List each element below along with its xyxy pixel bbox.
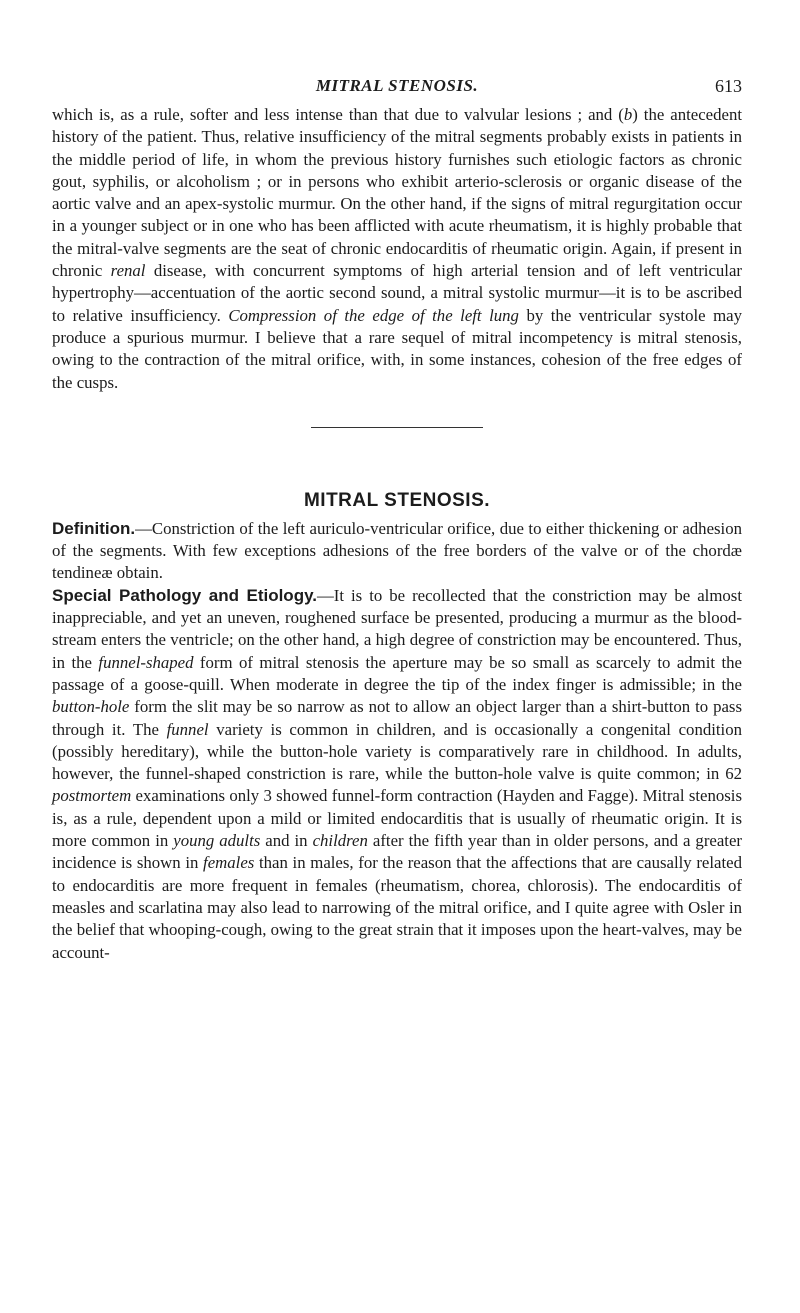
definition-label: Definition. [52, 518, 136, 538]
italic-text: young adults [173, 831, 261, 851]
page-header [52, 70, 742, 104]
paragraph-text: —Constriction of the left auriculo-ventricular orifice, due to either thickening or adhesion of the segments. With few exceptions adhesions of the free borders of the valve or of the chordæ tendineæ obtain. [52, 518, 742, 583]
italic-text: button-hole [52, 697, 130, 717]
italic-text: b [623, 105, 633, 124]
page-number: 613 [715, 76, 742, 96]
paragraph-continuation [52, 104, 742, 394]
italic-text: renal [110, 261, 146, 281]
pathology-label: Special Pathology and Etiology. [52, 585, 317, 605]
paragraph-text: disease, with concurrent symptoms of high arterial tension and of left ventricular hypertrophy—accentuation of the aortic second sound, a mitral systolic murmur—it is to be ascribed to relative insufficiency. [52, 261, 742, 325]
paragraph-text: and in [260, 831, 313, 851]
italic-text: funnel-shaped [98, 652, 194, 672]
paragraph-text: by the ventricular systole may produce a spurious murmur. I believe that a rare sequel of mitral incompetency is mitral stenosis, owing to the contraction of the mitral orifice, with, in some instances, cohesion of the free edges of the cusps. [52, 305, 742, 392]
paragraph-text: form of mitral stenosis the aperture may be so small as scarcely to admit the passage of a goose-quill. When moderate in degree the tip of the index finger is admissible; in the [52, 652, 742, 694]
paragraph-text: after the fifth year than in older persons, and a greater incidence is shown in [52, 831, 742, 873]
italic-text: children [312, 831, 368, 851]
paragraph-text: ) the antecedent history of the patient. Thus, relative insufficiency of the mitral segments probably exists in patients in the middle period of life, in whom the previous history furnishes such etiologic factors as chronic gout, syphilis, or alcoholism ; or in persons who exhibit arterio-sclerosis or organic disease of the aortic valve and an apex-systolic murmur. On the other hand, if the signs of mitral regurgitation occur in a younger subject or in one who has been afflicted with acute rheumatism, it is highly probable that the mitral-valve segments are the seat of chronic endocarditis of rheumatic origin. Again, if present in chronic [52, 105, 742, 281]
section-heading: MITRAL STENOSIS. [303, 489, 491, 511]
body-text [52, 104, 742, 964]
paragraph-text: form the slit may be so narrow as not to allow an object larger than a shirt-button to pass through it. The [52, 697, 742, 739]
italic-text: females [203, 853, 255, 873]
running-title: MITRAL STENOSIS. [315, 76, 479, 95]
italic-text: postmortem [52, 786, 132, 806]
section-divider-rule [311, 427, 483, 428]
italic-text: Compression of the edge of the left lung [228, 305, 519, 325]
paragraph-text: than in males, for the reason that the affections that are causally related to endocarditis are more frequent in females (rheumatism, chorea, chlorosis). The endocarditis of measles and scarlatina may also lead to narrowing of the mitral orifice, and I quite agree with Osler in the belief that whooping-cough, owing to the great strain that it imposes upon the heart-valves, may be account- [52, 853, 742, 962]
paragraph-text: —It is to be recollected that the constriction may be almost inappreciable, and yet an uneven, roughened surface be presented, producing a murmur as the blood-stream enters the ventricle; on the other hand, a high degree of constriction may be encountered. Thus, in the [52, 585, 742, 672]
pathology-paragraph [52, 585, 742, 964]
paragraph-text: examinations only 3 showed funnel-form contraction (Hayden and Fagge). Mitral stenosis is, as a rule, dependent upon a mild or limited endocarditis that is usually of rheumatic origin. It is more common in [52, 786, 742, 851]
italic-text: funnel [166, 719, 209, 739]
paragraph-text: variety is common in children, and is occasionally a congenital condition (possibly hereditary), while the button-hole variety is comparatively rare in childhood. In adults, however, the funnel-shaped constriction is rare, while the button-hole valve is quite common; in 62 [52, 719, 742, 784]
book-page [52, 70, 742, 964]
definition-paragraph [52, 518, 742, 585]
paragraph-text: which is, as a rule, softer and less intense than that due to valvular lesions ; and ( [52, 105, 624, 124]
